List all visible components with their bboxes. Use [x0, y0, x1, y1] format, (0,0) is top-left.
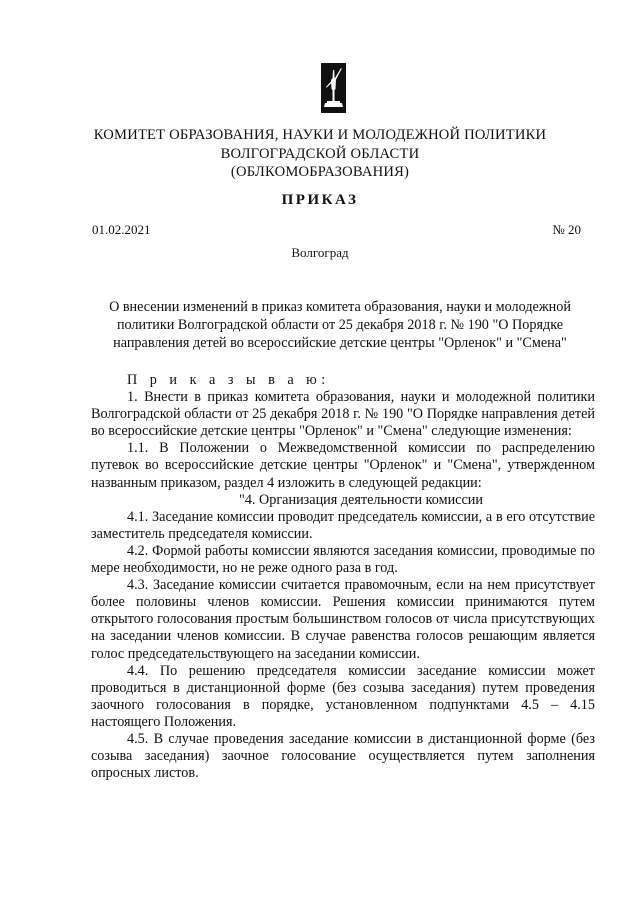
volgograd-emblem-icon [321, 63, 346, 113]
document-type-title: ПРИКАЗ [281, 192, 359, 208]
body-paragraph: 4.3. Заседание комиссии считается правомочным, если на нем присутствует более половины членов комиссии. Решения комиссии принимаются путем открытого голосования простым большинством голосов от числа присутствующих на заседании членов комиссии. В случае равенства голосов решающим является голос председательствующего на заседании комиссии. [91, 577, 595, 662]
body-paragraph: 1. Внести в приказ комитета образования, науки и молодежной политики Волгоградской области от 25 декабря 2018 г. № 190 "О Порядке направления детей во всероссийские детские центры "Орленок" и "Смена" следующие изменения: [91, 389, 595, 440]
order-word: П р и к а з ы в а ю: [127, 372, 330, 388]
body-paragraph: 4.2. Формой работы комиссии являются заседания комиссии, проводимые по мере необходимости, но не реже одного раза в год. [91, 542, 595, 577]
body-paragraph: 4.5. В случае проведения заседание комиссии в дистанционной форме (без созыва заседания) заочное голосование осуществляется путем заполнения опросных листов. [91, 730, 595, 782]
agency-name-line-3: (ОБЛКОМОБРАЗОВАНИЯ) [230, 164, 410, 180]
document-number: № 20 [552, 222, 581, 237]
document-subject: О внесении изменений в приказ комитета образования, науки и молодежной политики Волгоградской области от 25 декабря 2018 г. № 190 "О Порядке направления детей во всероссийские детские центры "Орленок" и "Смена" [109, 299, 571, 351]
document-body [91, 372, 595, 782]
agency-name-line-2: ВОЛГОГРАДСКОЙ ОБЛАСТИ [220, 146, 420, 162]
document-date: 01.02.2021 [92, 222, 151, 237]
body-paragraph: 4.1. Заседание комиссии проводит председатель комиссии, а в его отсутствие заместитель председателя комиссии. [91, 508, 595, 542]
section-heading: "4. Организация деятельности комиссии [239, 491, 483, 508]
body-paragraph: 1.1. В Положении о Межведомственной комиссии по распределению путевок во всероссийские детские центры "Орленок" и "Смена", утвержденном названным приказом, раздел 4 изложить в следующей редакции: [91, 440, 595, 491]
document-city: Волгоград [291, 245, 349, 260]
body-paragraph: 4.4. По решению председателя комиссии заседание комиссии может проводиться в дистанционной форме (без созыва заседания) путем проведения заочного голосования в порядке, установленном подпунктами 4.5 – 4.15 настоящего Положения. [91, 662, 595, 730]
agency-name-line-1: КОМИТЕТ ОБРАЗОВАНИЯ, НАУКИ И МОЛОДЕЖНОЙ ПОЛИТИКИ [93, 127, 547, 143]
